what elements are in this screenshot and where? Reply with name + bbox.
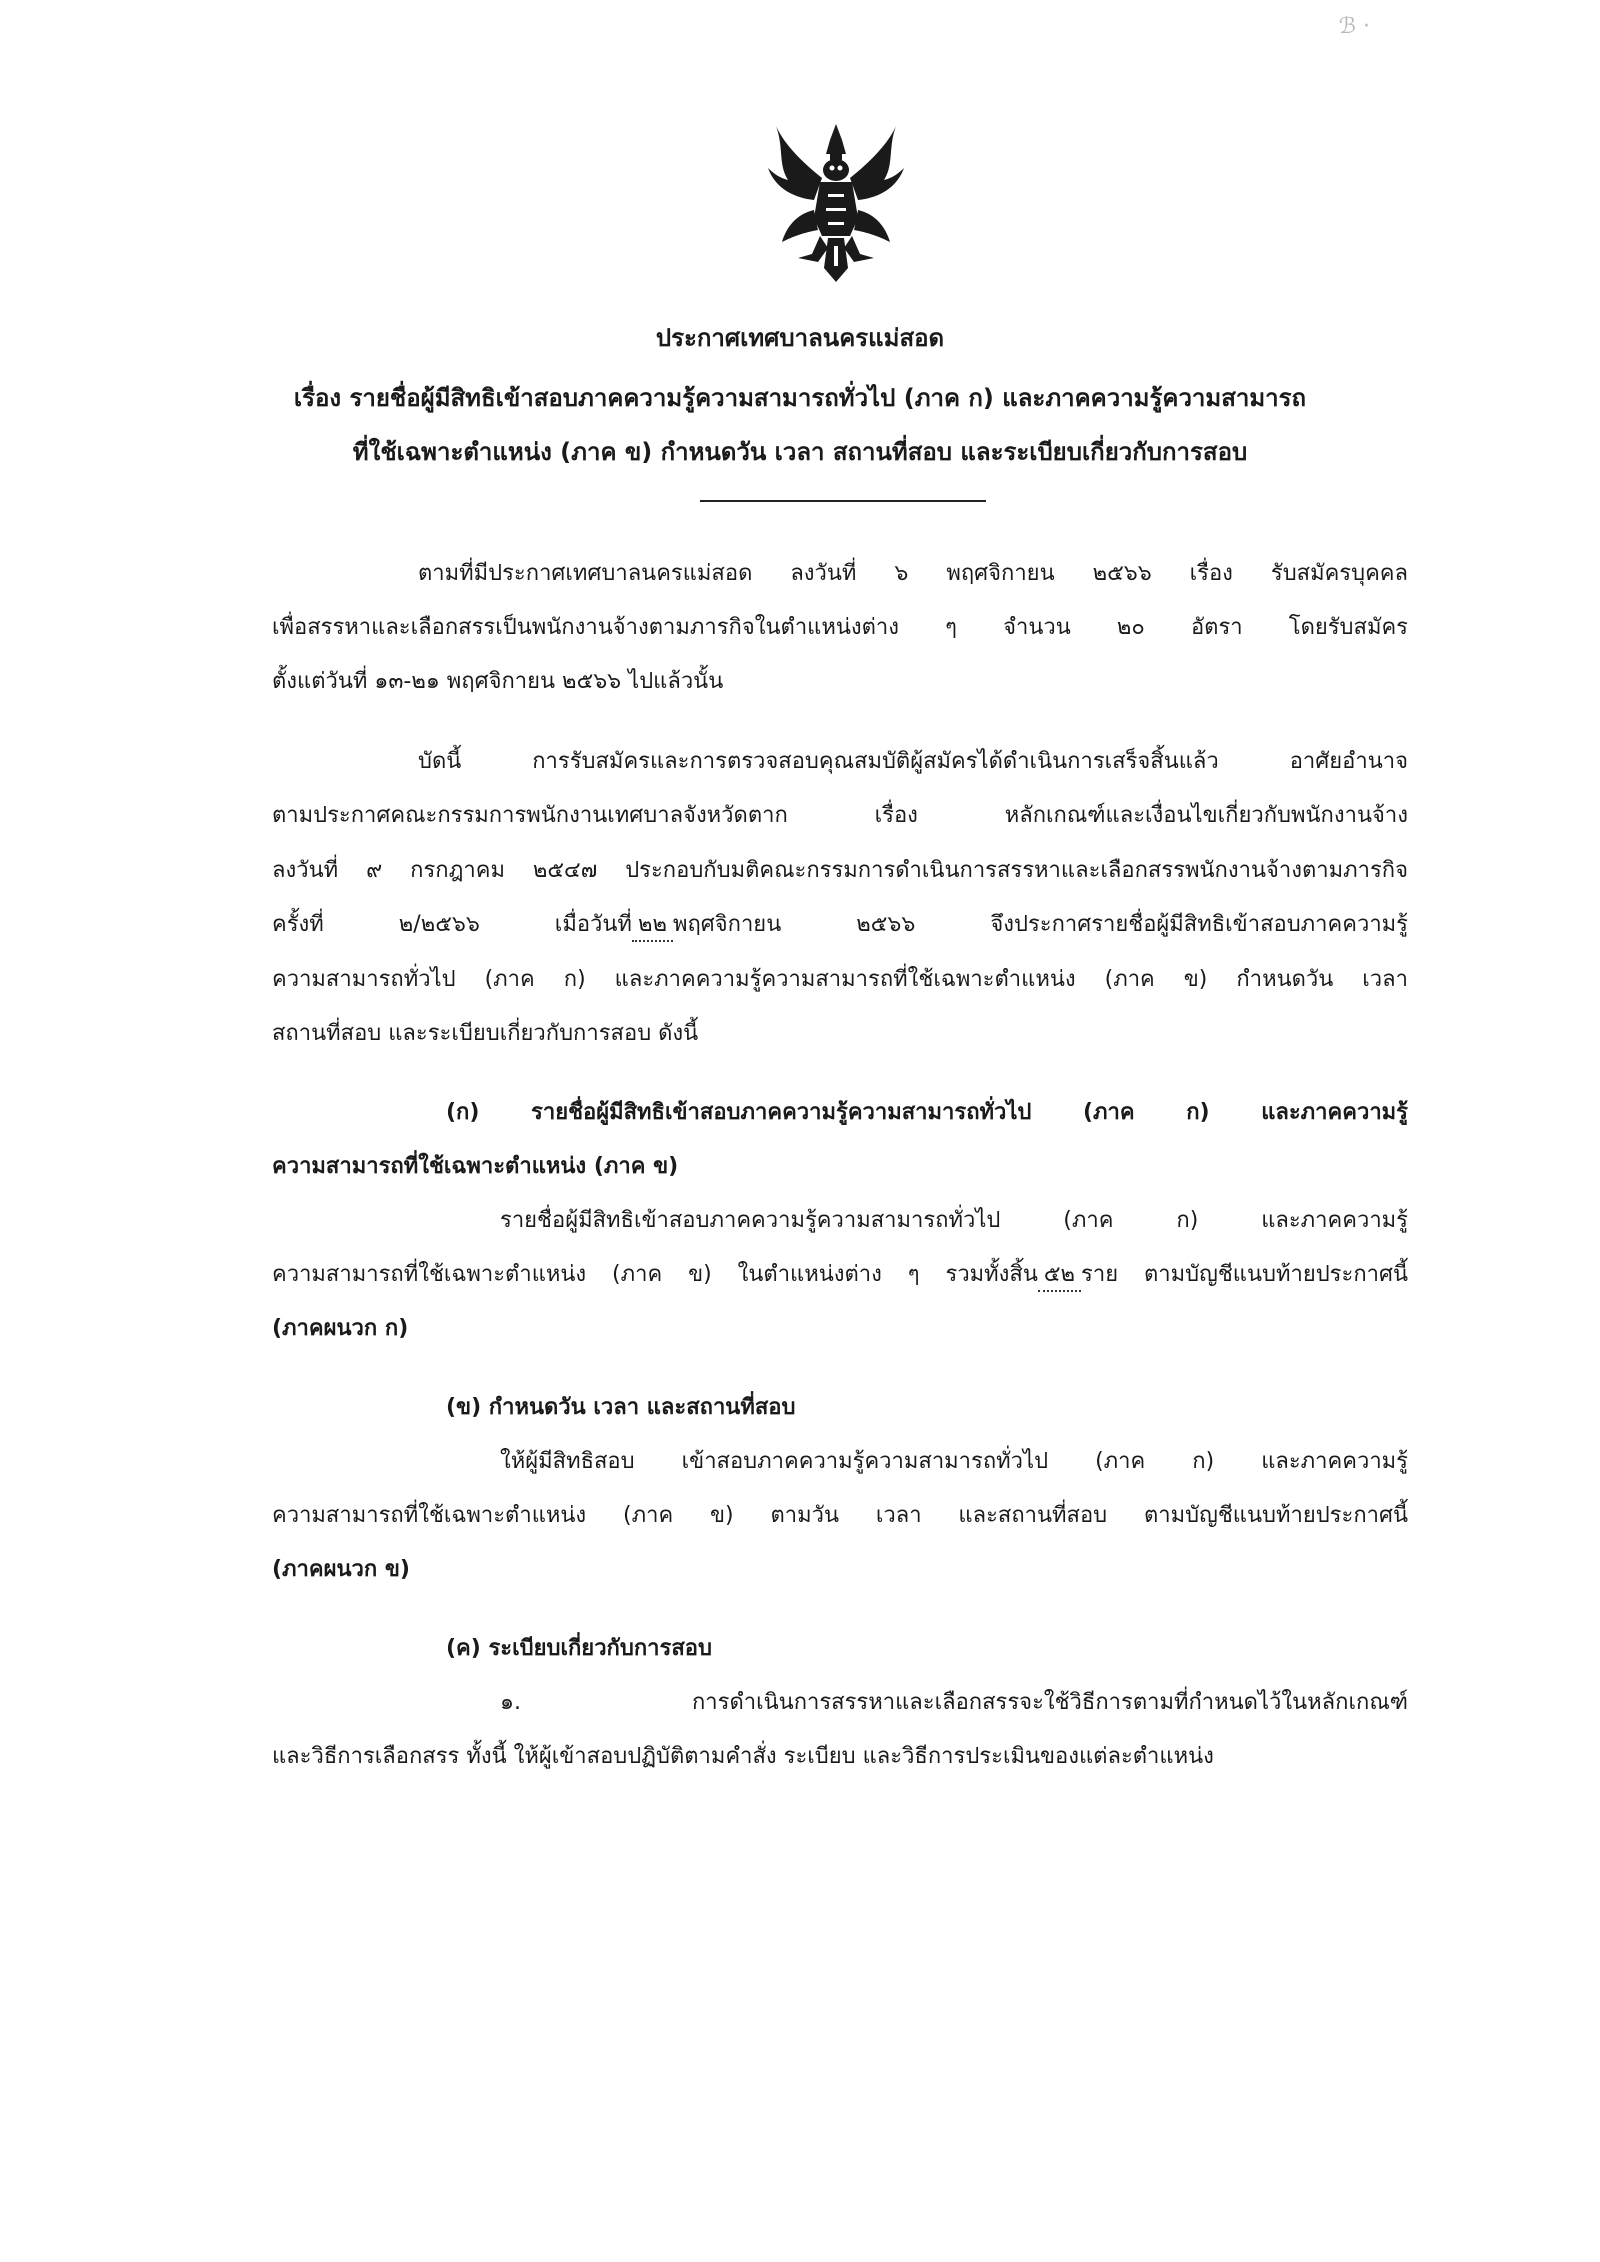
para2-line6: สถานที่สอบ และระเบียบเกี่ยวกับการสอบ ดังนี้: [272, 1021, 699, 1046]
section-c-item1-line2: และวิธีการเลือกสรร ทั้งนี้ ให้ผู้เข้าสอบปฏิบัติตามคำสั่ง ระเบียบ และวิธีการประเมินของแต่ละตำแหน่ง: [272, 1744, 1214, 1769]
section-c-item1-line1: ๑. การดำเนินการสรรหาและเลือกสรรจะใช้วิธีการตามที่กำหนดไว้ในหลักเกณฑ์: [500, 1690, 1408, 1715]
subject-line-1: เรื่อง รายชื่อผู้มีสิทธิเข้าสอบภาคความรู้ความสามารถทั่วไป (ภาค ก) และภาคความรู้ความสามารถ: [293, 384, 1307, 412]
announcement-title: ประกาศเทศบาลนครแม่สอด: [655, 324, 945, 352]
para2-line4-after: พฤศจิกายน ๒๕๖๖ จึงประกาศรายชื่อผู้มีสิทธิเข้าสอบภาคความรู้: [672, 912, 1408, 937]
section-a-body-line2-before: ความสามารถที่ใช้เฉพาะตำแหน่ง (ภาค ข) ในตำแหน่งต่าง ๆ รวมทั้งสิ้น: [272, 1262, 1038, 1287]
section-a-body-line2-after: ราย ตามบัญชีแนบท้ายประกาศนี้: [1081, 1262, 1408, 1287]
applicant-count-fill: ๕๒: [1038, 1260, 1081, 1292]
para2-line1: บัดนี้ การรับสมัครและการตรวจสอบคุณสมบัติผู้สมัครได้ดำเนินการเสร็จสิ้นแล้ว อาศัยอำนาจ: [418, 749, 1408, 774]
section-a-appendix: (ภาคผนวก ก): [272, 1316, 409, 1341]
para1-line3: ตั้งแต่วันที่ ๑๓-๒๑ พฤศจิกายน ๒๕๖๖ ไปแล้วนั้น: [272, 669, 724, 694]
section-a-heading-line2: ความสามารถที่ใช้เฉพาะตำแหน่ง (ภาค ข): [272, 1154, 679, 1179]
para1-line2: เพื่อสรรหาและเลือกสรรเป็นพนักงานจ้างตามภารกิจในตำแหน่งต่าง ๆ จำนวน ๒๐ อัตรา โดยรับสมัคร: [272, 615, 1408, 640]
para2-line2: ตามประกาศคณะกรรมการพนักงานเทศบาลจังหวัดตาก เรื่อง หลักเกณฑ์และเงื่อนไขเกี่ยวกับพนักงานจ้าง: [272, 803, 1408, 828]
subject-line-2: ที่ใช้เฉพาะตำแหน่ง (ภาค ข) กำหนดวัน เวลา สถานที่สอบ และระเบียบเกี่ยวกับการสอบ: [352, 438, 1248, 466]
garuda-emblem-icon: [762, 118, 910, 286]
meeting-day-fill: ๒๒: [632, 910, 673, 942]
corner-mark: ℬ ·: [1338, 14, 1370, 39]
para2-line4-before: ครั้งที่ ๒/๒๕๖๖ เมื่อวันที่: [272, 912, 632, 937]
para1-line1: ตามที่มีประกาศเทศบาลนครแม่สอด ลงวันที่ ๖ พฤศจิกายน ๒๕๖๖ เรื่อง รับสมัครบุคคล: [418, 561, 1408, 586]
section-b-body-line1: ให้ผู้มีสิทธิสอบ เข้าสอบภาคความรู้ความสามารถทั่วไป (ภาค ก) และภาคความรู้: [500, 1449, 1408, 1474]
para2-line4: [272, 910, 1408, 942]
section-a-body-line1: รายชื่อผู้มีสิทธิเข้าสอบภาคความรู้ความสามารถทั่วไป (ภาค ก) และภาคความรู้: [500, 1208, 1408, 1233]
para2-line5: ความสามารถทั่วไป (ภาค ก) และภาคความรู้ความสามารถที่ใช้เฉพาะตำแหน่ง (ภาค ข) กำหนดวัน เวลา: [272, 967, 1409, 992]
para2-line3: ลงวันที่ ๙ กรกฎาคม ๒๕๔๗ ประกอบกับมติคณะกรรมการดำเนินการสรรหาและเลือกสรรพนักงานจ้างตามภารกิจ: [272, 858, 1408, 883]
section-c-heading: (ค) ระเบียบเกี่ยวกับการสอบ: [446, 1636, 712, 1661]
title-divider: [700, 500, 986, 502]
section-b-appendix: (ภาคผนวก ข): [272, 1557, 410, 1582]
section-a-body-line2: [272, 1260, 1408, 1292]
section-b-body-line2: ความสามารถที่ใช้เฉพาะตำแหน่ง (ภาค ข) ตามวัน เวลา และสถานที่สอบ ตามบัญชีแนบท้ายประกาศนี้: [272, 1503, 1408, 1528]
section-a-heading-line1: (ก) รายชื่อผู้มีสิทธิเข้าสอบภาคความรู้ความสามารถทั่วไป (ภาค ก) และภาคความรู้: [446, 1100, 1408, 1125]
section-b-heading: (ข) กำหนดวัน เวลา และสถานที่สอบ: [446, 1395, 796, 1420]
